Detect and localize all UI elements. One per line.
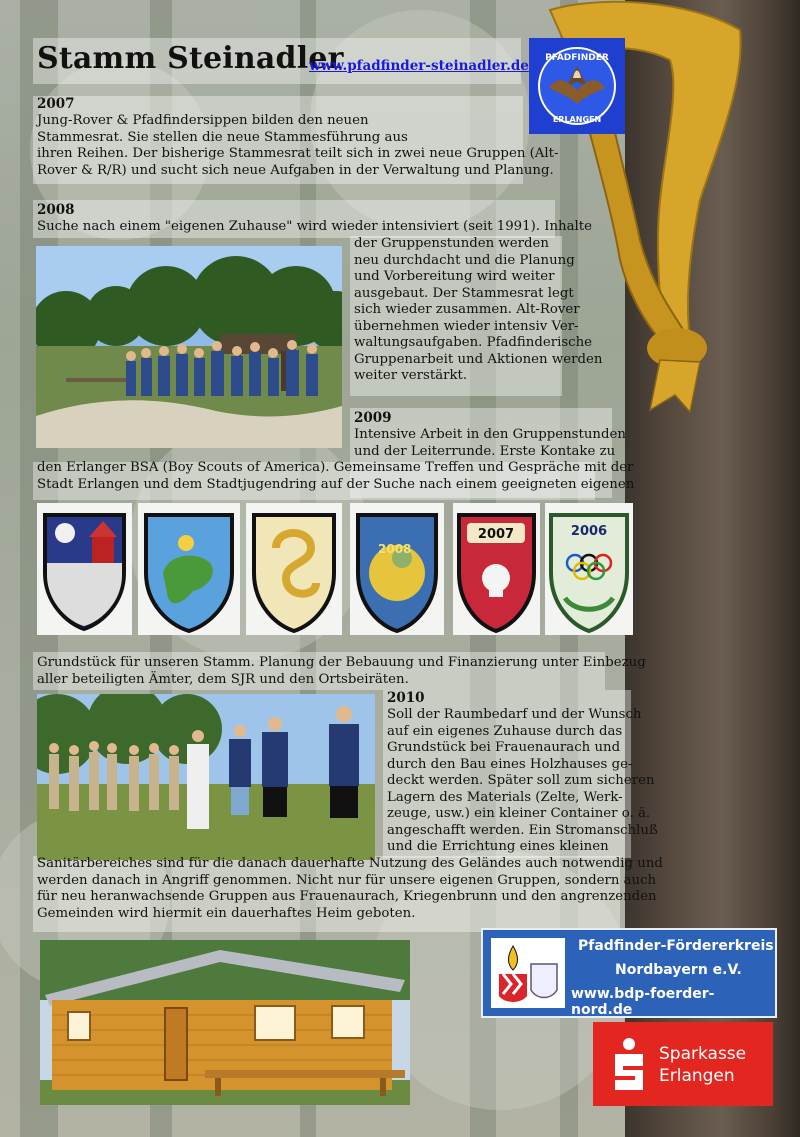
badge-2008 (350, 503, 444, 635)
foerderkreis-region: Nordbayern e.V. (615, 962, 742, 978)
sparkasse-name: Sparkasse (659, 1044, 747, 1064)
year-2010: 2010 (387, 690, 425, 706)
foerderkreis-url[interactable]: www.bdp-foerder-nord.de (571, 986, 715, 1018)
foerderkreis-logo (491, 938, 565, 1008)
text-2010-full: Sanitärbereiches sind für die danach dauerhafte Nutzung des Geländes auch notwendig und werden danach in Angriff genommen. Nicht nur für unsere eigenen Gruppen, sondern auch für neu heranwachsende Gruppen aus Frauenaurach, Kriegenbrunn und den angrenzenden Gemeinden wird hiermit ein dauerhaftes Heim geboten. (37, 856, 663, 921)
badge-2007 (453, 503, 540, 635)
svg-text:PFADFINDER: PFADFINDER (545, 53, 609, 63)
badge-crocodile (138, 503, 240, 635)
year-2009: 2009 (354, 410, 392, 426)
sponsor-foerderkreis (481, 928, 777, 1018)
website-link[interactable]: www.pfadfinder-steinadler.de (309, 58, 529, 74)
year-2008: 2008 (37, 202, 75, 218)
text-2009-right: Intensive Arbeit in den Gruppenstunden und der Leiterrunde. Erste Kontake zu (354, 427, 626, 459)
text-2007: Jung-Rover & Pfadfindersippen bilden den neuen Stammesrat. Sie stellen die neue Stammesführung aus ihren Reihen. Der bisherige Stammesrat teilt sich in zwei neue Gruppen (Alt- Rover & R/R) und sucht sich neue Aufgaben in der Verwaltung und Planung. (37, 113, 559, 178)
foerderkreis-name: Pfadfinder-Fördererkreis (578, 938, 774, 954)
text-2009-after: Grundstück für unseren Stamm. Planung der Bebauung und Finanzierung unter Einbezug aller beteiligten Ämter, dem SJR und den Ortsbeiräten. (37, 655, 646, 687)
text-2008: der Gruppenstunden werden neu durchdacht und die Planung und Vorbereitung wird weiter ausgebaut. Der Stammesrat legt sich wieder zusammen. Alt-Rover übernehmen wieder intensiv Ver- waltungsaufgaben. Pfadfinderische Gruppenarbeit und Aktionen werden weiter verstärkt. (354, 236, 603, 383)
wooden-house-photo (40, 940, 410, 1105)
year-2007: 2007 (37, 96, 75, 112)
svg-text:ERLANGEN: ERLANGEN (552, 115, 602, 124)
svg-text:2007: 2007 (477, 527, 515, 542)
sponsor-sparkasse (593, 1022, 773, 1106)
svg-text:2006: 2006 (570, 524, 608, 539)
sparkasse-logo-icon (611, 1036, 647, 1092)
badge-castle (37, 503, 132, 635)
text-2009-full: den Erlanger BSA (Boy Scouts of America). Gemeinsame Treffen und Gespräche mit der Stadt Erlangen und dem Stadtjugendring auf der Suche nach einem geeigneten eigenen (37, 460, 635, 492)
group-photo-2008 (36, 246, 342, 448)
badge-2006 (545, 503, 633, 635)
svg-text:2008: 2008 (378, 542, 412, 556)
sparkasse-city: Erlangen (659, 1066, 735, 1086)
group-photo-2010 (37, 694, 375, 860)
badge-rope (246, 503, 342, 635)
page-title: Stamm Steinadler (37, 41, 344, 76)
text-2008-intro: Suche nach einem "eigenen Zuhause" wird wieder intensiviert (seit 1991). Inhalte (37, 219, 593, 234)
text-2010-right: Soll der Raumbedarf und der Wunsch auf ein eigenes Zuhause durch das Grundstück bei Frauenaurach und durch den Bau eines Holzhauses ge- deckt werden. Später soll zum sicheren Lagern des Materials (Zelte, Werk- zeuge, usw.) ein kleiner Container o. ä. angeschafft werden. Ein Stromanschluß und die Errichtung eines kleinen (387, 707, 658, 854)
